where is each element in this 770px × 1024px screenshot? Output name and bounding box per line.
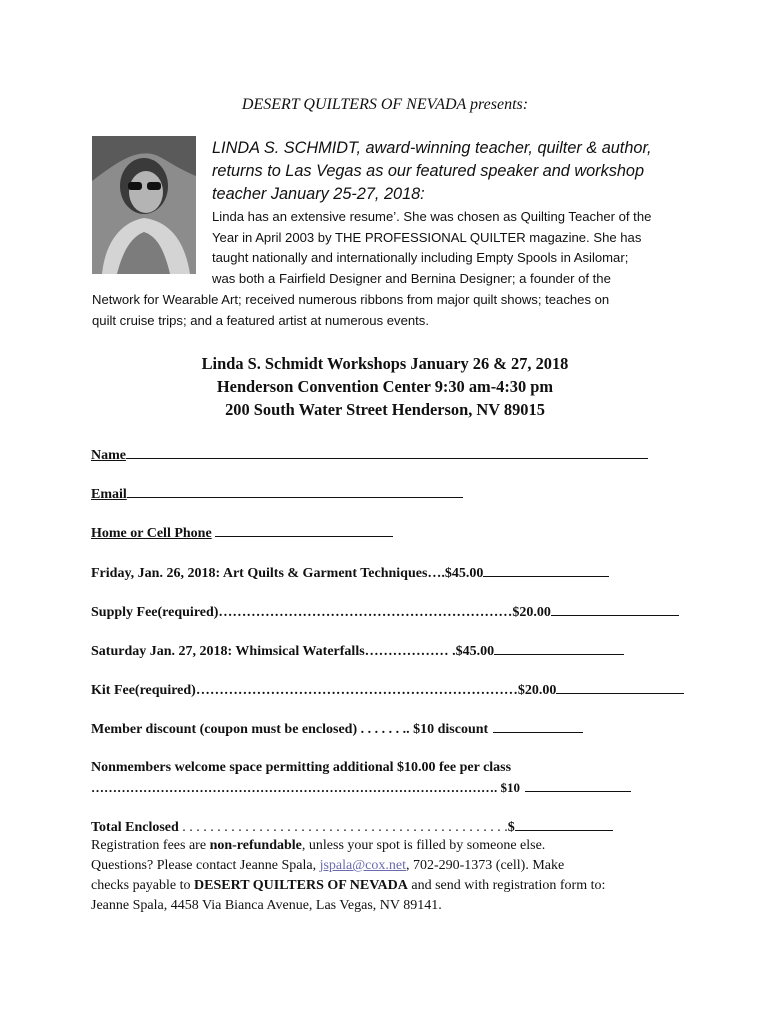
total-currency: $: [507, 820, 515, 835]
nonmember-fee-line[interactable]: [525, 779, 631, 792]
email-field[interactable]: [91, 485, 463, 503]
contact-email-link[interactable]: jspala@cox.net: [319, 858, 406, 873]
saturday-class-label: Saturday Jan. 27, 2018: Whimsical Waterfalls……………… .$45.00: [91, 644, 495, 659]
phone-label: Home or Cell Phone: [91, 526, 212, 541]
total-dots: . . . . . . . . . . . . . . . . . . . . . . . . . . . . . . . . . . . . . . . . . . . . . . .: [178, 820, 508, 835]
bio-line: Network for Wearable Art; received numerous ribbons from major quilt shows; teaches on: [92, 292, 610, 307]
total-line[interactable]: [515, 818, 613, 831]
email-label: Email: [91, 487, 127, 502]
kit-fee-row: [91, 681, 684, 699]
saturday-class-row: [91, 642, 624, 660]
saturday-amount-line[interactable]: [494, 642, 624, 655]
footer-line: [91, 876, 691, 896]
bio-line: was both a Fairfield Designer and Bernina Designer; a founder of the: [212, 270, 611, 286]
kit-fee-label: Kit Fee(required)……………………………………………………………$20.00: [91, 683, 557, 698]
page-title: DESERT QUILTERS OF NEVADA presents:: [241, 96, 529, 113]
kit-fee-line[interactable]: [556, 681, 684, 694]
bio-line: Linda has an extensive resume’. She was chosen as Quilting Teacher of the: [212, 209, 652, 224]
footer-text-run: Questions? Please contact Jeanne Spala,: [91, 858, 320, 873]
phone-line[interactable]: [215, 524, 393, 537]
non-refundable-text: non-refundable: [209, 838, 302, 853]
email-line[interactable]: [127, 485, 463, 498]
name-line[interactable]: [126, 446, 648, 459]
bio-text-bottom: [92, 289, 692, 331]
speaker-photo: [92, 136, 196, 274]
supply-fee-line[interactable]: [551, 603, 679, 616]
phone-field[interactable]: [91, 524, 393, 542]
bio-line: quilt cruise trips; and a featured artist at numerous events.: [92, 313, 429, 328]
portrait-image: [92, 136, 196, 274]
total-label: Total Enclosed: [91, 820, 179, 835]
intro-line: returns to Las Vegas as our featured speaker and workshop: [212, 162, 645, 180]
footer-text-run: and send with registration form to:: [407, 878, 606, 893]
bio-line: taught nationally and internationally including Empty Spools in Asilomar;: [212, 250, 629, 266]
member-discount-row: [91, 720, 583, 738]
footer-line: [91, 836, 691, 856]
bio-text-top: [212, 207, 682, 289]
footer-text-run: , 702-290-1373 (cell). Make: [405, 858, 565, 873]
workshop-address: 200 South Water Street Henderson, NV 89015: [225, 400, 545, 419]
intro-heading: [212, 137, 682, 206]
friday-class-label: Friday, Jan. 26, 2018: Art Quilts & Garment Techniques….$45.00: [91, 566, 484, 581]
nonmember-fee-row: [91, 779, 631, 796]
friday-class-row: [91, 564, 609, 582]
total-row: [91, 818, 613, 836]
workshop-venue: Henderson Convention Center 9:30 am-4:30 pm: [216, 377, 554, 396]
footer-text-run: , unless your spot is filled by someone else.: [301, 838, 546, 853]
footer-text-run: checks payable to: [91, 878, 195, 893]
footer-line: Jeanne Spala, 4458 Via Bianca Avenue, Las Vegas, NV 89141.: [91, 898, 442, 913]
name-label: Name: [91, 448, 126, 463]
footer-text: [91, 836, 691, 916]
friday-amount-line[interactable]: [483, 564, 609, 577]
intro-line: LINDA S. SCHMIDT, award-winning teacher, quilter & author,: [212, 139, 652, 157]
nonmember-heading: Nonmembers welcome space permitting additional $10.00 fee per class: [91, 760, 512, 775]
name-field[interactable]: [91, 446, 648, 464]
supply-fee-label: Supply Fee(required)………………………………………………………$20.00: [91, 605, 551, 620]
supply-fee-row: [91, 603, 679, 621]
payee-name: DESERT QUILTERS OF NEVADA: [194, 878, 408, 893]
footer-text-run: Registration fees are: [91, 838, 210, 853]
footer-line: [91, 856, 691, 876]
intro-line: teacher January 25-27, 2018:: [212, 185, 425, 203]
bio-line: Year in April 2003 by THE PROFESSIONAL QUILTER magazine. She has: [212, 229, 642, 245]
workshop-title: Linda S. Schmidt Workshops January 26 & 27, 2018: [201, 354, 569, 373]
nonmember-fee-label: …………………………………………………………………………………. $10: [91, 780, 520, 795]
member-discount-label: Member discount (coupon must be enclosed) . . . . . . .. $10 discount: [91, 722, 489, 737]
member-discount-line[interactable]: [493, 720, 583, 733]
